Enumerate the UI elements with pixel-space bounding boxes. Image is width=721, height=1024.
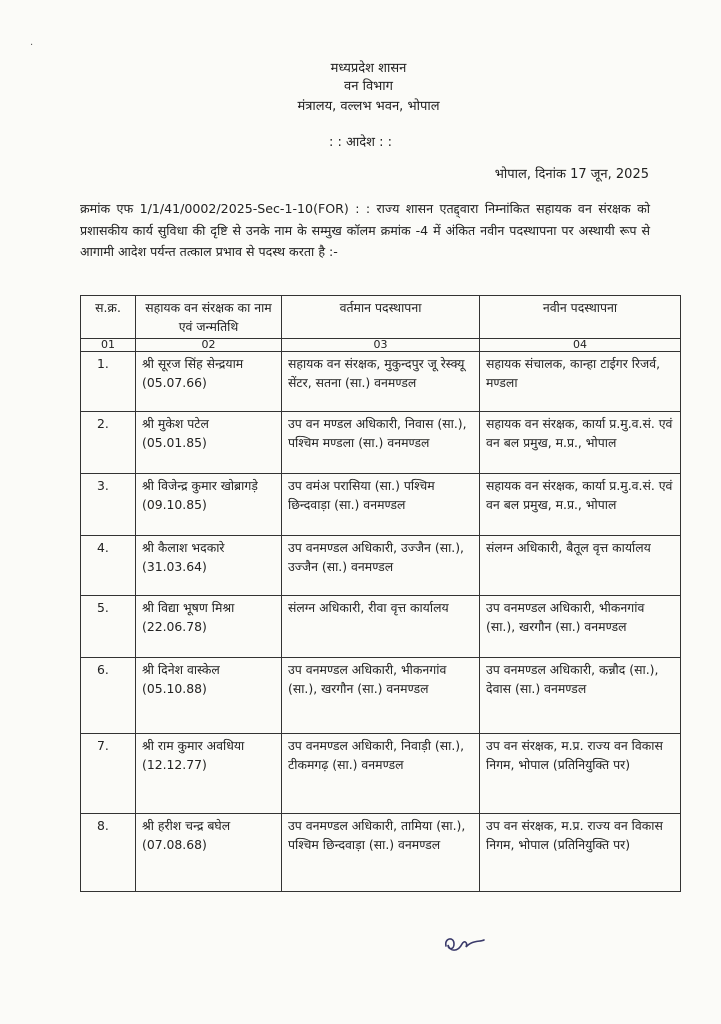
posting-table: [80, 295, 681, 892]
new-posting-cell: उप वनमण्डल अधिकारी, भीकनगांव (सा.), खरगौन (सा.) वनमण्डल: [480, 596, 681, 658]
order-title: : : आदेश : :: [328, 135, 393, 150]
new-posting-cell: उप वन संरक्षक, म.प्र. राज्य वन विकास निगम, भोपाल (प्रतिनियुक्ति पर): [480, 734, 681, 814]
serial-cell: 1.: [81, 352, 136, 412]
table-row: [81, 658, 681, 734]
table-row: [81, 412, 681, 474]
new-posting-cell: सहायक वन संरक्षक, कार्या प्र.मु.व.सं. एवं वन बल प्रमुख, म.प्र., भोपाल: [480, 412, 681, 474]
header-serial: स.क्र.: [81, 296, 136, 339]
order-date: भोपाल, दिनांक 17 जून, 2025: [494, 167, 649, 182]
header-government: मध्यप्रदेश शासन: [330, 61, 407, 76]
serial-cell: 4.: [81, 536, 136, 596]
name-cell: श्री मुकेश पटेल (05.01.85): [136, 412, 282, 474]
col-number: 04: [480, 339, 681, 352]
col-number: 01: [81, 339, 136, 352]
col-number: 03: [282, 339, 480, 352]
serial-cell: 3.: [81, 474, 136, 536]
name-cell: श्री सूरज सिंह सेन्द्रयाम (05.07.66): [136, 352, 282, 412]
header-name: सहायक वन संरक्षक का नाम एवं जन्मतिथि: [136, 296, 282, 339]
table-row: [81, 596, 681, 658]
table-row: [81, 474, 681, 536]
new-posting-cell: संलग्न अधिकारी, बैतूल वृत्त कार्यालय: [480, 536, 681, 596]
header-current-posting: वर्तमान पदस्थापना: [282, 296, 480, 339]
table-row: [81, 814, 681, 892]
handwritten-initials-mark: [440, 932, 490, 956]
serial-cell: 2.: [81, 412, 136, 474]
name-cell: श्री राम कुमार अवधिया (12.12.77): [136, 734, 282, 814]
serial-cell: 7.: [81, 734, 136, 814]
name-cell: श्री दिनेश वास्केल (05.10.88): [136, 658, 282, 734]
header-new-posting: नवीन पदस्थापना: [480, 296, 681, 339]
current-posting-cell: उप वन मण्डल अधिकारी, निवास (सा.), पश्चिम मण्डला (सा.) वनमण्डल: [282, 412, 480, 474]
current-posting-cell: संलग्न अधिकारी, रीवा वृत्त कार्यालय: [282, 596, 480, 658]
current-posting-cell: उप वनमण्डल अधिकारी, निवाड़ी (सा.), टीकमगढ़ (सा.) वनमण्डल: [282, 734, 480, 814]
column-number-row: [81, 339, 681, 352]
table-row: [81, 352, 681, 412]
name-cell: श्री कैलाश भदकारे (31.03.64): [136, 536, 282, 596]
new-posting-cell: उप वनमण्डल अधिकारी, कन्नौद (सा.), देवास (सा.) वनमण्डल: [480, 658, 681, 734]
new-posting-cell: सहायक संचालक, कान्हा टाईगर रिजर्व, मण्डला: [480, 352, 681, 412]
current-posting-cell: सहायक वन संरक्षक, मुकुन्दपुर जू रेस्क्यू सेंटर, सतना (सा.) वनमण्डल: [282, 352, 480, 412]
table-row: [81, 734, 681, 814]
col-number: 02: [136, 339, 282, 352]
serial-cell: 6.: [81, 658, 136, 734]
header-department: वन विभाग: [344, 79, 393, 94]
serial-cell: 5.: [81, 596, 136, 658]
current-posting-cell: उप वनमण्डल अधिकारी, उज्जैन (सा.), उज्जैन (सा.) वनमण्डल: [282, 536, 480, 596]
new-posting-cell: सहायक वन संरक्षक, कार्या प्र.मु.व.सं. एवं वन बल प्रमुख, म.प्र., भोपाल: [480, 474, 681, 536]
name-cell: श्री विद्या भूषण मिश्रा (22.06.78): [136, 596, 282, 658]
new-posting-cell: उप वन संरक्षक, म.प्र. राज्य वन विकास निगम, भोपाल (प्रतिनियुक्ति पर): [480, 814, 681, 892]
serial-cell: 8.: [81, 814, 136, 892]
header-address: मंत्रालय, वल्लभ भवन, भोपाल: [297, 99, 440, 114]
current-posting-cell: उप वनमण्डल अधिकारी, तामिया (सा.), पश्चिम छिन्दवाड़ा (सा.) वनमण्डल: [282, 814, 480, 892]
table-row: [81, 536, 681, 596]
order-intro-paragraph: क्रमांक एफ 1/1/41/0002/2025-Sec-1-10(FOR) : : राज्य शासन एतद्द्वारा निम्नांकित सहायक वन संरक्षक को प्रशासकीय कार्य सुविधा की दृष्टि से उनके नाम के सम्मुख कॉलम क्रमांक -4 में अंकित नवीन पदस्थापना पर अस्थायी रूप से आगामी आदेश पर्यन्त तत्काल प्रभाव से पदस्थ करता है :-: [80, 201, 650, 260]
name-cell: श्री हरीश चन्द्र बघेल (07.08.68): [136, 814, 282, 892]
current-posting-cell: उप वनमण्डल अधिकारी, भीकनगांव (सा.), खरगौन (सा.) वनमण्डल: [282, 658, 480, 734]
current-posting-cell: उप वमंअ परासिया (सा.) पश्चिम छिन्दवाड़ा (सा.) वनमण्डल: [282, 474, 480, 536]
table-header-row: [81, 296, 681, 339]
scan-speck: ·: [30, 40, 34, 51]
name-cell: श्री विजेन्द्र कुमार खोब्रागड़े (09.10.85): [136, 474, 282, 536]
